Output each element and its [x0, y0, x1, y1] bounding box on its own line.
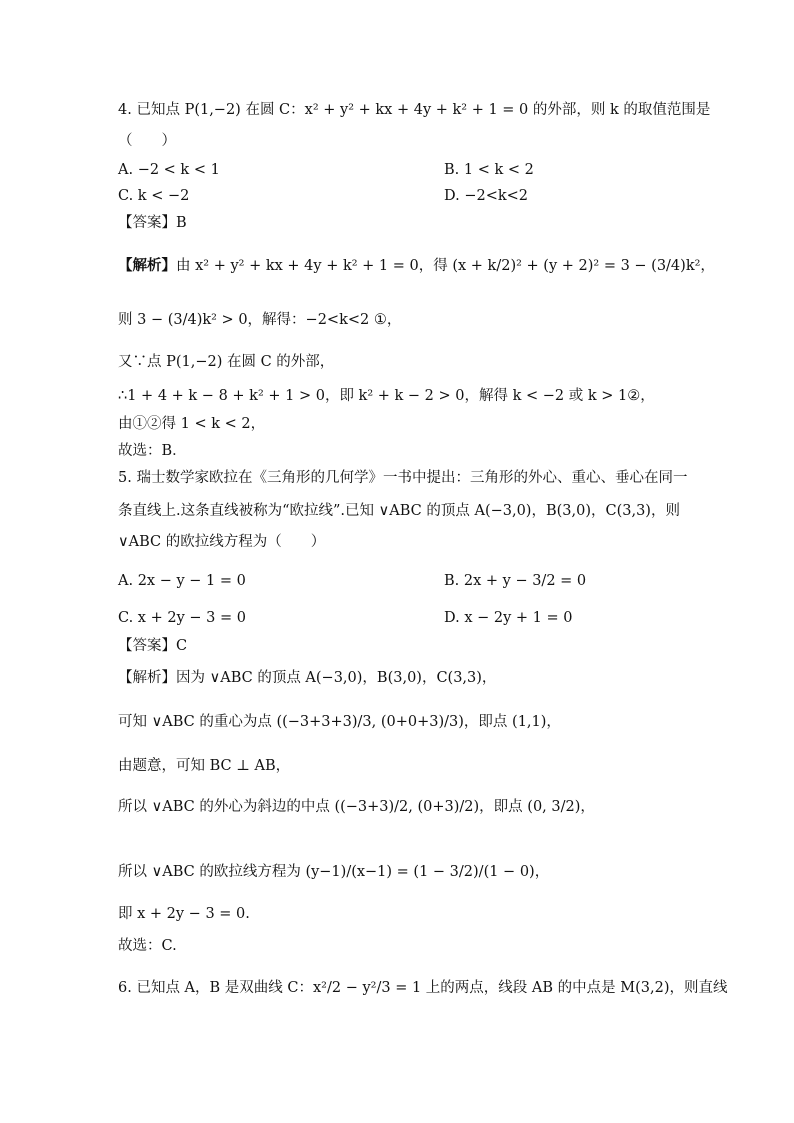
- q4-solution-1b: (x + k/2)² + (y + 2)² = 3 − (3/4)k²，: [452, 258, 715, 274]
- q5-solution-5c: ，: [534, 864, 550, 880]
- q4-solution-line-3: 又∵点 P(1,−2) 在圆 C 的外部，: [118, 354, 335, 370]
- q4-solution-line-1: [118, 256, 715, 276]
- q5-stem-line-2: 条直线上.这条直线被称为“欧拉线”.已知 ∨ABC 的顶点 A(−3,0)，B(3,0)，C(3,3)，则: [118, 503, 680, 519]
- q4-stem-point: P(1,−2): [184, 102, 241, 118]
- q4-option-a: A. −2 < k < 1: [118, 162, 220, 178]
- q6-hyperbola-equation: x²/2 − y²/3 = 1: [313, 980, 422, 996]
- q5-solution-4e: ，: [580, 799, 595, 815]
- q5-answer: 【答案】C: [118, 638, 188, 654]
- q4-solution-line-4: ∴1 + 4 + k − 8 + k² + 1 > 0，即 k² + k − 2 > 0，解得 k < −2 或 k > 1②，: [118, 388, 655, 404]
- q5-solution-2c: ，即点 (1,1)，: [463, 714, 561, 730]
- q5-option-a: A. 2x − y − 1 = 0: [118, 573, 246, 589]
- q4-solution-line-6: 故选：B．: [118, 443, 187, 459]
- q4-option-b: B. 1 < k < 2: [444, 162, 534, 178]
- q5-solution-line-7: 故选：C.: [118, 938, 177, 954]
- q5-option-b: B. 2x + y − 3/2 = 0: [444, 573, 587, 589]
- q4-paren: （ ）: [118, 133, 176, 149]
- q5-euler-line-expression: (y−1)/(x−1) = (1 − 3/2)/(1 − 0): [305, 864, 535, 880]
- q4-solution-line-2: 则 3 − (3/4)k² > 0，解得：−2<k<2 ①，: [118, 312, 402, 328]
- q5-centroid-expression: ((−3+3+3)/3, (0+0+3)/3): [276, 714, 464, 730]
- q5-option-d: D. x − 2y + 1 = 0: [444, 610, 573, 626]
- q4-solution-line-5: 由①②得 1 < k < 2，: [118, 416, 266, 432]
- q4-option-d: D. −2<k<2: [444, 188, 529, 204]
- q5-solution-2a: 可知 ∨ABC 的重心为点: [118, 714, 272, 730]
- q4-option-c: C. k < −2: [118, 188, 190, 204]
- q4-stem-text-c: 的外部，则 k 的取值范围是: [528, 102, 711, 118]
- q4-stem: [118, 100, 710, 120]
- q5-solution-line-6: 即 x + 2y − 3 = 0.: [118, 906, 250, 922]
- q6-stem: [118, 978, 727, 998]
- q5-solution-line-5: [118, 862, 549, 882]
- q4-stem-equation: x² + y² + kx + 4y + k² + 1 = 0: [304, 102, 529, 118]
- q5-solution-5a: 所以 ∨ABC 的欧拉线方程为: [118, 864, 301, 880]
- q4-stem-text-b: 在圆 C：: [240, 102, 305, 118]
- q5-solution-line-3: 由题意，可知 BC ⊥ AB，: [118, 758, 291, 774]
- q5-solution-4c: ，即点: [479, 799, 523, 815]
- q5-circumcenter-point: (0, 3/2): [527, 799, 581, 815]
- q6-stem-text-a: 6. 已知点 A，B 是双曲线 C：: [118, 980, 313, 996]
- q5-option-c: C. x + 2y − 3 = 0: [118, 610, 246, 626]
- q5-solution-line-1: 【解析】因为 ∨ABC 的顶点 A(−3,0)，B(3,0)，C(3,3)，: [118, 670, 497, 686]
- q5-circumcenter-expression: ((−3+3)/2, (0+3)/2): [334, 799, 480, 815]
- q4-solution-1a: 由 x² + y² + kx + 4y + k² + 1 = 0，得: [176, 258, 448, 274]
- q5-solution-line-2: [118, 712, 561, 732]
- q6-stem-text-b: 上的两点，线段 AB 的中点是 M(3,2)，则直线: [421, 980, 728, 996]
- q4-stem-text-a: 4. 已知点: [118, 102, 185, 118]
- q5-stem-line-3: ∨ABC 的欧拉线方程为（ ）: [118, 534, 326, 550]
- q5-stem-line-1: 5. 瑞士数学家欧拉在《三角形的几何学》一书中提出：三角形的外心、重心、垂心在同一: [118, 470, 688, 486]
- q5-solution-line-4: [118, 797, 595, 817]
- q4-solution-label: 【解析】: [118, 257, 176, 274]
- q5-solution-4a: 所以 ∨ABC 的外心为斜边的中点: [118, 799, 330, 815]
- q4-answer: 【答案】B: [118, 215, 187, 231]
